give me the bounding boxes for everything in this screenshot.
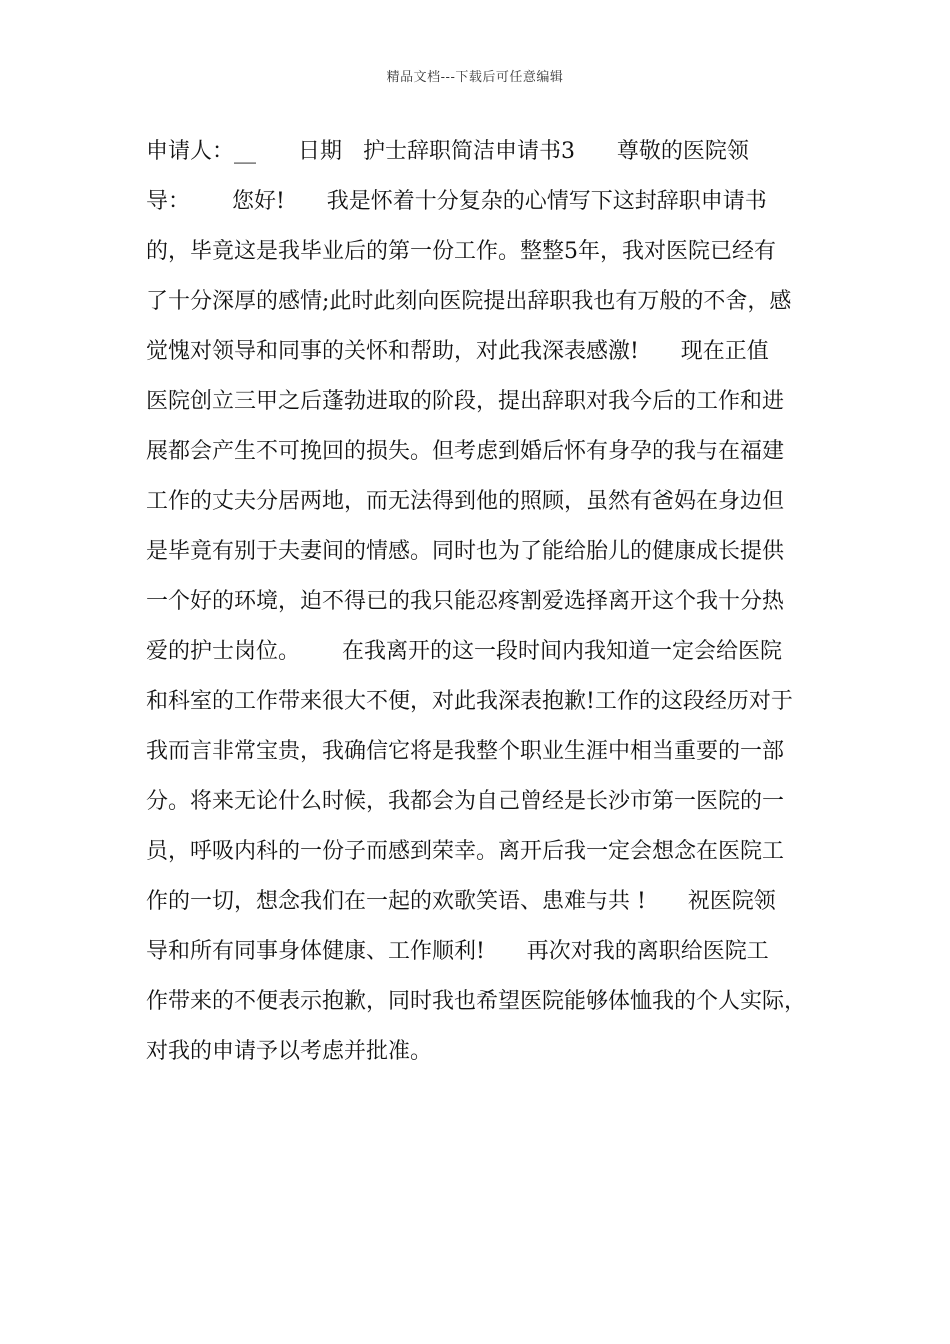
text-line: 一个好的环境，迫不得已的我只能忍疼割爱选择离开这个我十分热 — [146, 589, 785, 614]
text-line: 了十分深厚的感情;此时此刻向医院提出辞职我也有万般的不舍，感 — [146, 289, 792, 314]
page-header: 精品文档---下载后可任意编辑 — [386, 70, 564, 85]
text-line: 展都会产生不可挽回的损失。但考虑到婚后怀有身孕的我与在福建 — [146, 439, 785, 464]
text-line: 我而言非常宝贵，我确信它将是我整个职业生涯中相当重要的一部 — [146, 739, 785, 764]
text-line: 的，毕竟这是我毕业后的第一份工作。整整5年，我对医院已经有 — [146, 239, 776, 264]
text-line: 和科室的工作带来很大不便，对此我深表抱歉!工作的这段经历对于 — [146, 689, 793, 714]
text-line: 觉愧对领导和同事的关怀和帮助，对此我深表感激! 现在正值 — [146, 339, 769, 364]
document-body — [146, 130, 826, 1080]
text-line: 作带来的不便表示抱歉，同时我也希望医院能够体恤我的个人实际， — [146, 989, 807, 1014]
text-line: 工作的丈夫分居两地，而无法得到他的照顾，虽然有爸妈在身边但 — [146, 489, 785, 514]
text-line: 导： 您好! 我是怀着十分复杂的心情写下这封辞职申请书 — [146, 189, 767, 214]
text-line: 是毕竟有别于夫妻间的情感。同时也为了能给胎儿的健康成长提供 — [146, 539, 785, 564]
text-line: 分。将来无论什么时候，我都会为自己曾经是长沙市第一医院的一 — [146, 789, 785, 814]
text-line: 员，呼吸内科的一份子而感到荣幸。离开后我一定会想念在医院工 — [146, 839, 785, 864]
text-line: 申请人：__ 日期 护士辞职简洁申请书3 尊敬的医院领 — [146, 139, 749, 164]
text-line: 导和所有同事身体健康、工作顺利! 再次对我的离职给医院工 — [146, 939, 769, 964]
text-line: 医院创立三甲之后蓬勃进取的阶段，提出辞职对我今后的工作和进 — [146, 389, 785, 414]
text-line: 爱的护士岗位。 在我离开的这一段时间内我知道一定会给医院 — [146, 639, 782, 664]
text-line: 作的一切，想念我们在一起的欢歌笑语、患难与共 ! 祝医院领 — [146, 889, 776, 914]
text-line: 对我的申请予以考虑并批准。 — [146, 1039, 433, 1064]
